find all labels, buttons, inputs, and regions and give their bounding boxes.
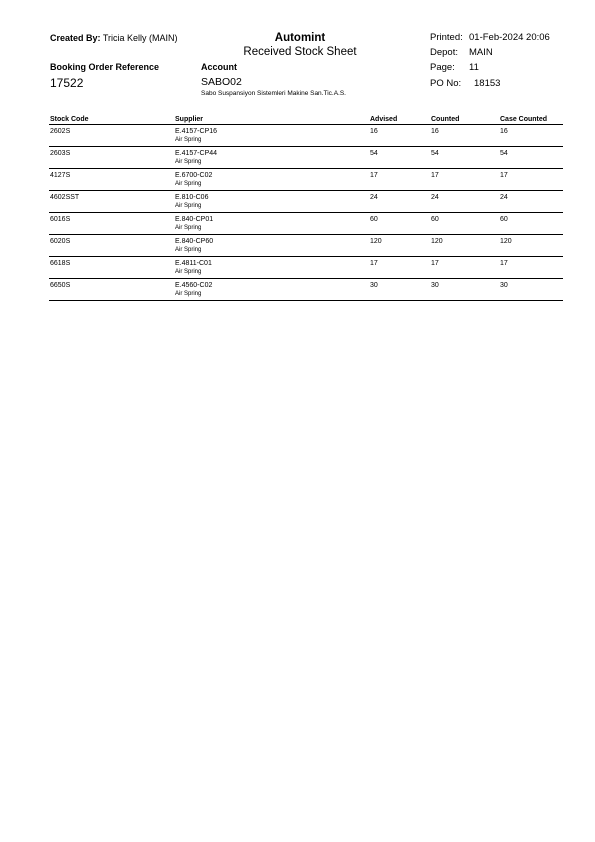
report-title: Received Stock Sheet (243, 46, 357, 58)
counted-cell: 17 (430, 169, 499, 191)
item-description: Air Spring (175, 203, 202, 209)
column-header-supplier: Supplier (174, 113, 369, 125)
advised-cell: 17 (369, 169, 430, 191)
counted-cell: 30 (430, 279, 499, 301)
table-row (49, 169, 563, 191)
page-number-label: Page: (430, 62, 455, 73)
stock-code-cell: 4602SST (49, 191, 174, 213)
table-row (49, 147, 563, 169)
depot-label: Depot: (430, 47, 458, 58)
table-header-row (49, 113, 563, 125)
supplier-code: E.6700-C02 (175, 172, 213, 179)
booking-order-value: 17522 (50, 76, 84, 90)
stock-table (49, 113, 563, 301)
counted-cell: 24 (430, 191, 499, 213)
advised-cell: 30 (369, 279, 430, 301)
stock-code-cell: 4127S (49, 169, 174, 191)
supplier-code: E.4157-CP16 (175, 128, 218, 135)
counted-cell: 60 (430, 213, 499, 235)
stock-code-cell: 6650S (49, 279, 174, 301)
stock-code-cell: 6020S (49, 235, 174, 257)
supplier-cell (174, 279, 369, 301)
item-description: Air Spring (175, 247, 202, 253)
depot-value: MAIN (469, 47, 493, 58)
table-row (49, 279, 563, 301)
advised-cell: 24 (369, 191, 430, 213)
supplier-code: E.840-CP60 (175, 238, 214, 245)
supplier-cell (174, 213, 369, 235)
supplier-cell (174, 169, 369, 191)
printed-value: 01-Feb-2024 20:06 (469, 32, 550, 43)
account-label: Account (201, 62, 237, 72)
company-name: Automint (274, 32, 326, 44)
supplier-code: E.810-C06 (175, 194, 209, 201)
supplier-code: E.4157-CP44 (175, 150, 218, 157)
item-description: Air Spring (175, 291, 202, 297)
case-counted-cell: 17 (499, 169, 563, 191)
case-counted-cell: 60 (499, 213, 563, 235)
advised-cell: 60 (369, 213, 430, 235)
supplier-cell (174, 147, 369, 169)
stock-table-body (49, 125, 563, 301)
po-number-value: 18153 (474, 78, 501, 89)
case-counted-cell: 120 (499, 235, 563, 257)
case-counted-cell: 30 (499, 279, 563, 301)
advised-cell: 16 (369, 125, 430, 147)
stock-code-cell: 2602S (49, 125, 174, 147)
account-name: Sabo Suspansiyon Sistemleri Makine San.Tic.A.S. (201, 90, 346, 97)
page-number-value: 11 (469, 62, 479, 73)
stock-code-cell: 2603S (49, 147, 174, 169)
table-row (49, 125, 563, 147)
counted-cell: 16 (430, 125, 499, 147)
counted-cell: 54 (430, 147, 499, 169)
created-by-label: Created By: (50, 33, 101, 43)
supplier-code: E.840-CP01 (175, 216, 214, 223)
table-row (49, 235, 563, 257)
advised-cell: 17 (369, 257, 430, 279)
case-counted-cell: 24 (499, 191, 563, 213)
item-description: Air Spring (175, 181, 202, 187)
column-header-advised: Advised (369, 113, 430, 125)
account-code: SABO02 (201, 76, 242, 88)
printed-label: Printed: (430, 32, 463, 43)
supplier-cell (174, 257, 369, 279)
counted-cell: 17 (430, 257, 499, 279)
supplier-code: E.4560-C02 (175, 282, 213, 289)
supplier-cell (174, 125, 369, 147)
po-number-label: PO No: (430, 78, 462, 89)
item-description: Air Spring (175, 269, 202, 275)
item-description: Air Spring (175, 225, 202, 231)
table-row (49, 191, 563, 213)
case-counted-cell: 54 (499, 147, 563, 169)
case-counted-cell: 16 (499, 125, 563, 147)
stock-code-cell: 6618S (49, 257, 174, 279)
column-header-case-counted: Case Counted (499, 113, 563, 125)
column-header-stock-code: Stock Code (49, 113, 174, 125)
column-header-counted: Counted (430, 113, 499, 125)
supplier-cell (174, 191, 369, 213)
item-description: Air Spring (175, 137, 202, 143)
supplier-code: E.4811-C01 (175, 260, 212, 267)
case-counted-cell: 17 (499, 257, 563, 279)
advised-cell: 54 (369, 147, 430, 169)
created-by-value: Tricia Kelly (MAIN) (102, 33, 178, 43)
stock-code-cell: 6016S (49, 213, 174, 235)
booking-order-label: Booking Order Reference (50, 62, 160, 72)
created-by (50, 33, 178, 43)
table-row (49, 213, 563, 235)
supplier-cell (174, 235, 369, 257)
table-row (49, 257, 563, 279)
counted-cell: 120 (430, 235, 499, 257)
advised-cell: 120 (369, 235, 430, 257)
item-description: Air Spring (175, 159, 202, 165)
